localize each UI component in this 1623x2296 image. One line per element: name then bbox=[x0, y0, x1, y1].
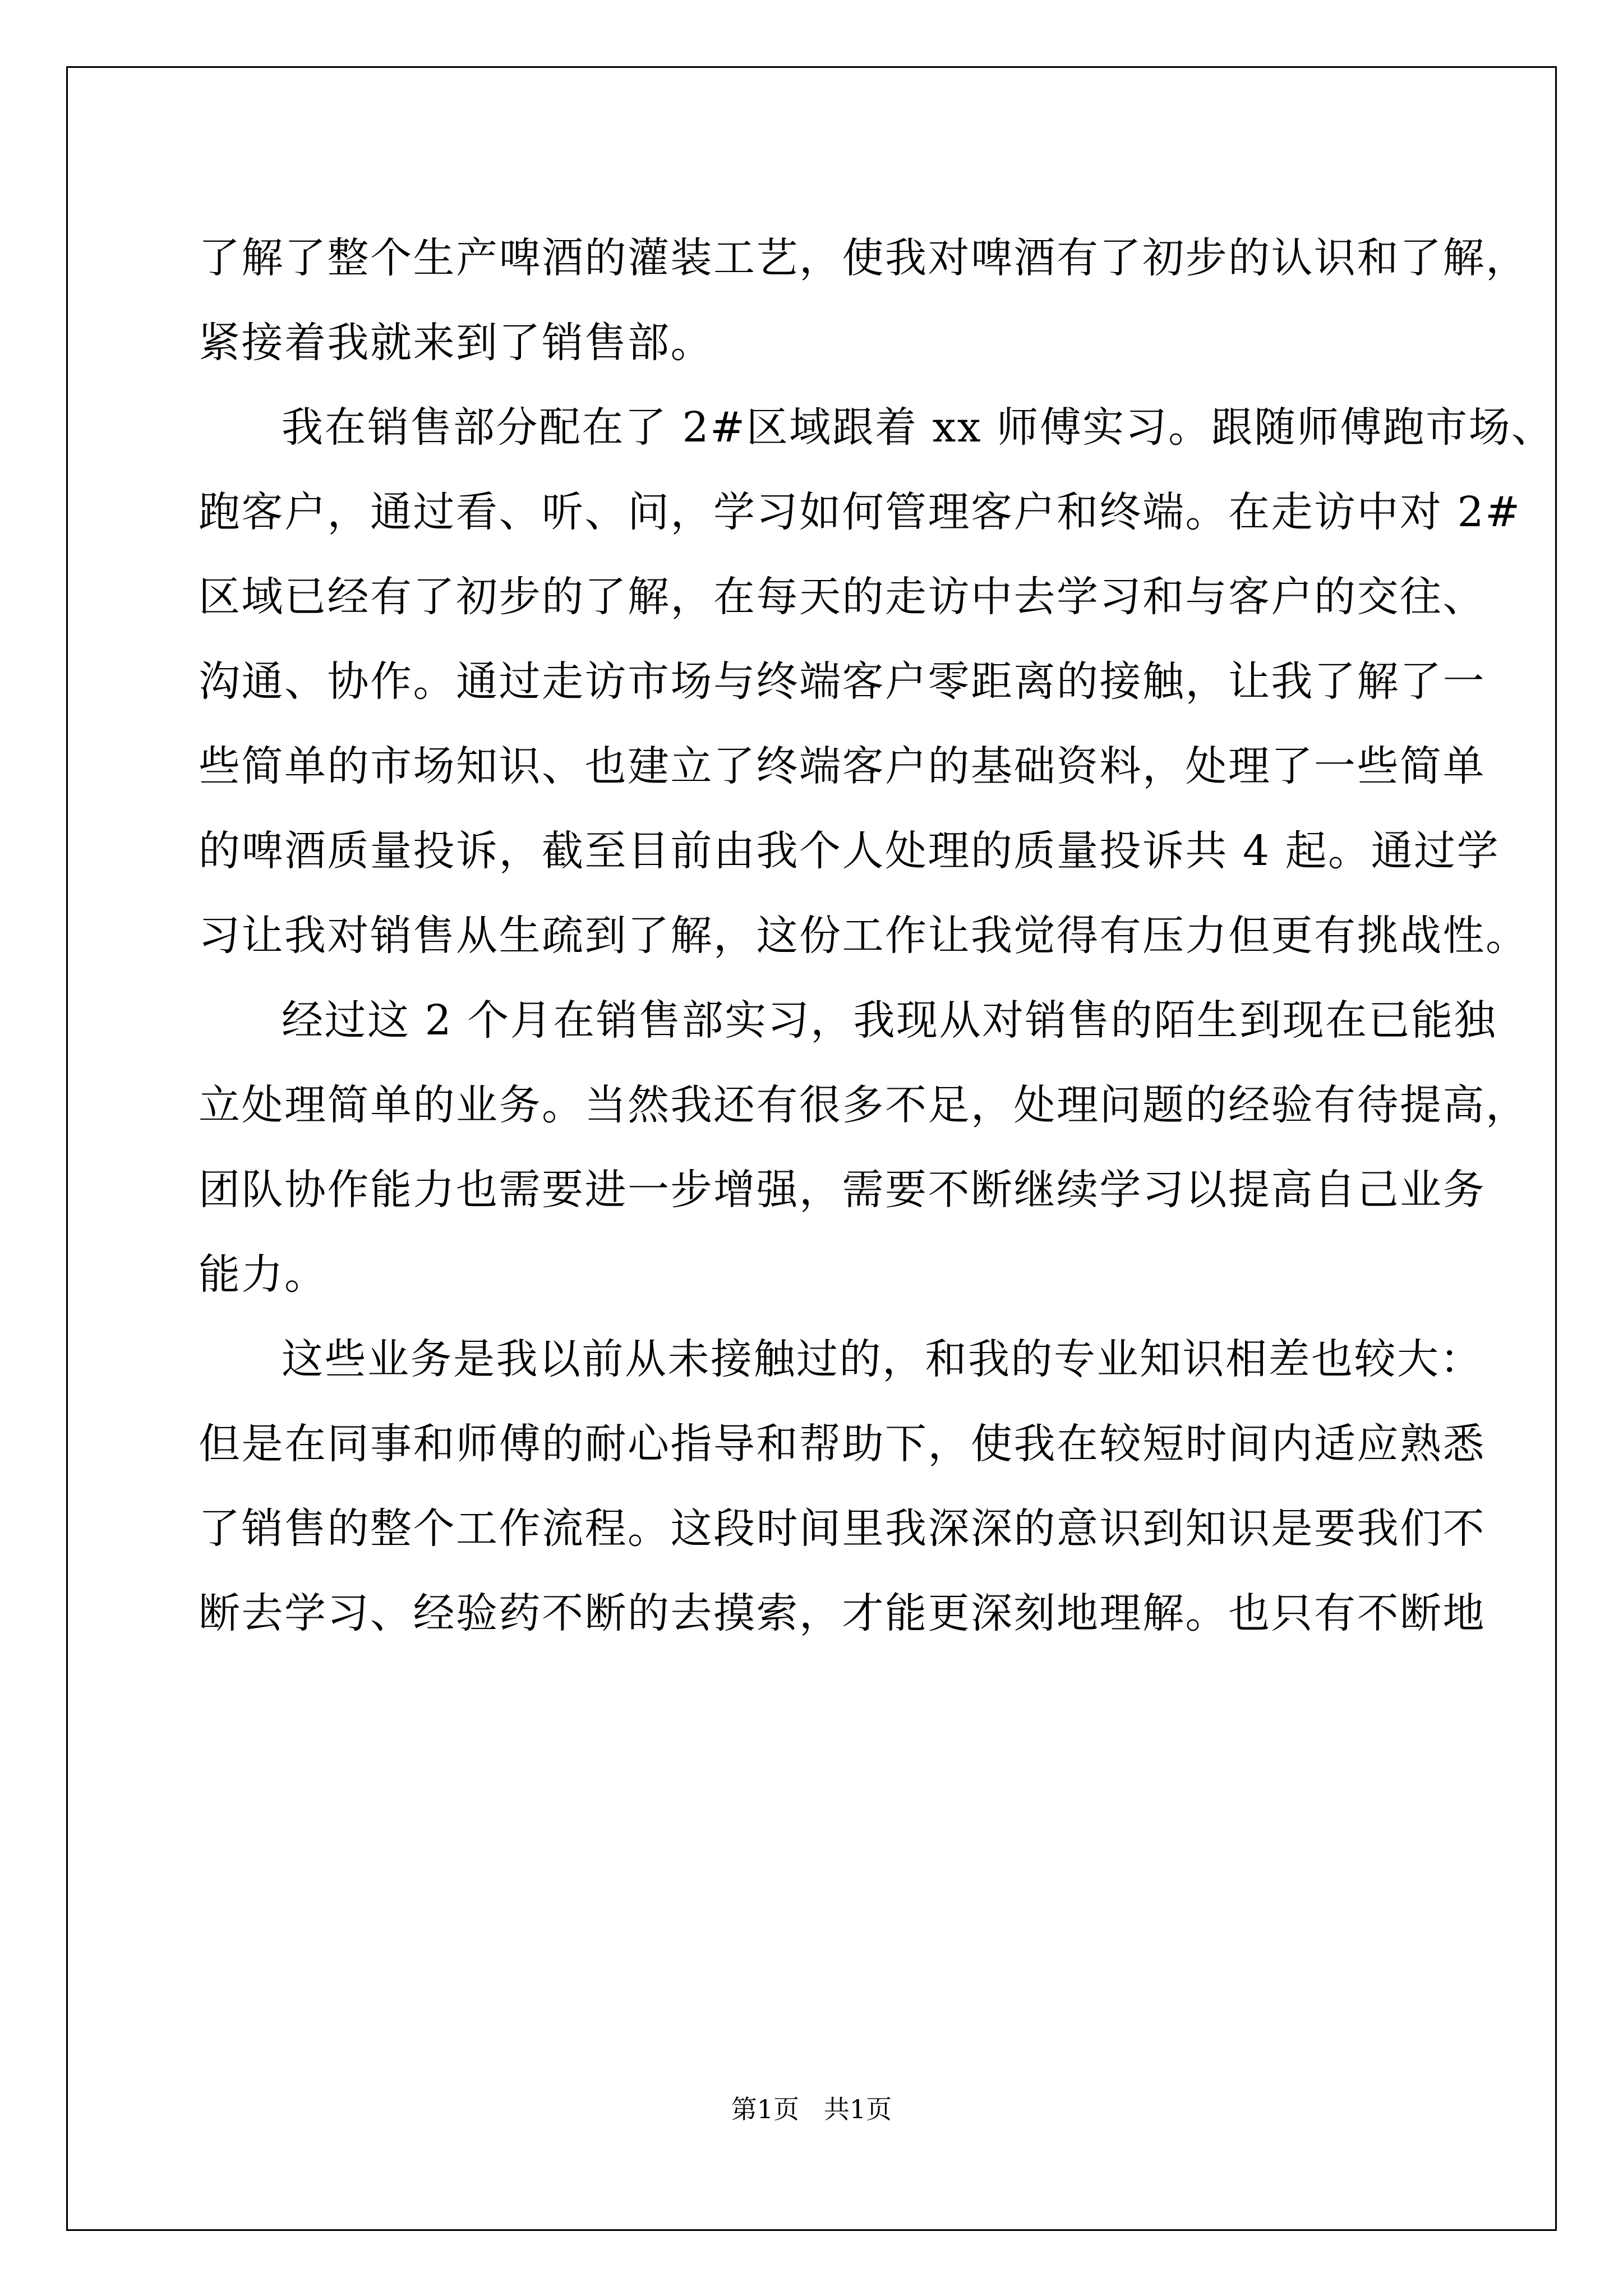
document-body bbox=[199, 216, 1555, 1656]
page-number-footer: 第1页 共1页 bbox=[731, 2094, 892, 2124]
text-line: 断去学习、经验药不断的去摸索，才能更深刻地理解。也只有不断地 bbox=[199, 1589, 1486, 1637]
text-line: 的啤酒质量投诉，截至目前由我个人处理的质量投诉共 4 起。通过学 bbox=[199, 827, 1500, 875]
text-line: 但是在同事和师傅的耐心指导和帮助下，使我在较短时间内适应熟悉 bbox=[199, 1420, 1486, 1468]
text-line: 习让我对销售从生疏到了解，这份工作让我觉得有压力但更有挑战性。 bbox=[199, 912, 1529, 960]
text-line: 跑客户，通过看、听、问，学习如何管理客户和终端。在走访中对 2# bbox=[199, 488, 1521, 536]
text-line: 能力。 bbox=[199, 1250, 328, 1299]
text-line: 紧接着我就来到了销售部。 bbox=[199, 319, 713, 367]
text-line: 我在销售部分配在了 2#区域跟着 xx 师傅实习。跟随师傅跑市场、 bbox=[282, 403, 1555, 452]
text-line: 立处理简单的业务。当然我还有很多不足，处理问题的经验有待提高， bbox=[199, 1081, 1529, 1129]
text-line: 团队协作能力也需要进一步增强，需要不断继续学习以提高自己业务 bbox=[199, 1166, 1486, 1214]
text-line: 这些业务是我以前从未接触过的，和我的专业知识相差也较大： bbox=[282, 1335, 1483, 1383]
text-line: 些简单的市场知识、也建立了终端客户的基础资料，处理了一些简单 bbox=[199, 742, 1486, 790]
text-line: 了销售的整个工作流程。这段时间里我深深的意识到知识是要我们不 bbox=[199, 1504, 1486, 1553]
text-line: 经过这 2 个月在销售部实习，我现从对销售的陌生到现在已能独 bbox=[282, 996, 1497, 1045]
text-line: 了解了整个生产啤酒的灌装工艺，使我对啤酒有了初步的认识和了解， bbox=[199, 234, 1529, 282]
text-line: 沟通、协作。通过走访市场与终端客户零距离的接触，让我了解了一 bbox=[199, 657, 1486, 706]
text-line: 区域已经有了初步的了解，在每天的走访中去学习和与客户的交往、 bbox=[199, 573, 1486, 621]
